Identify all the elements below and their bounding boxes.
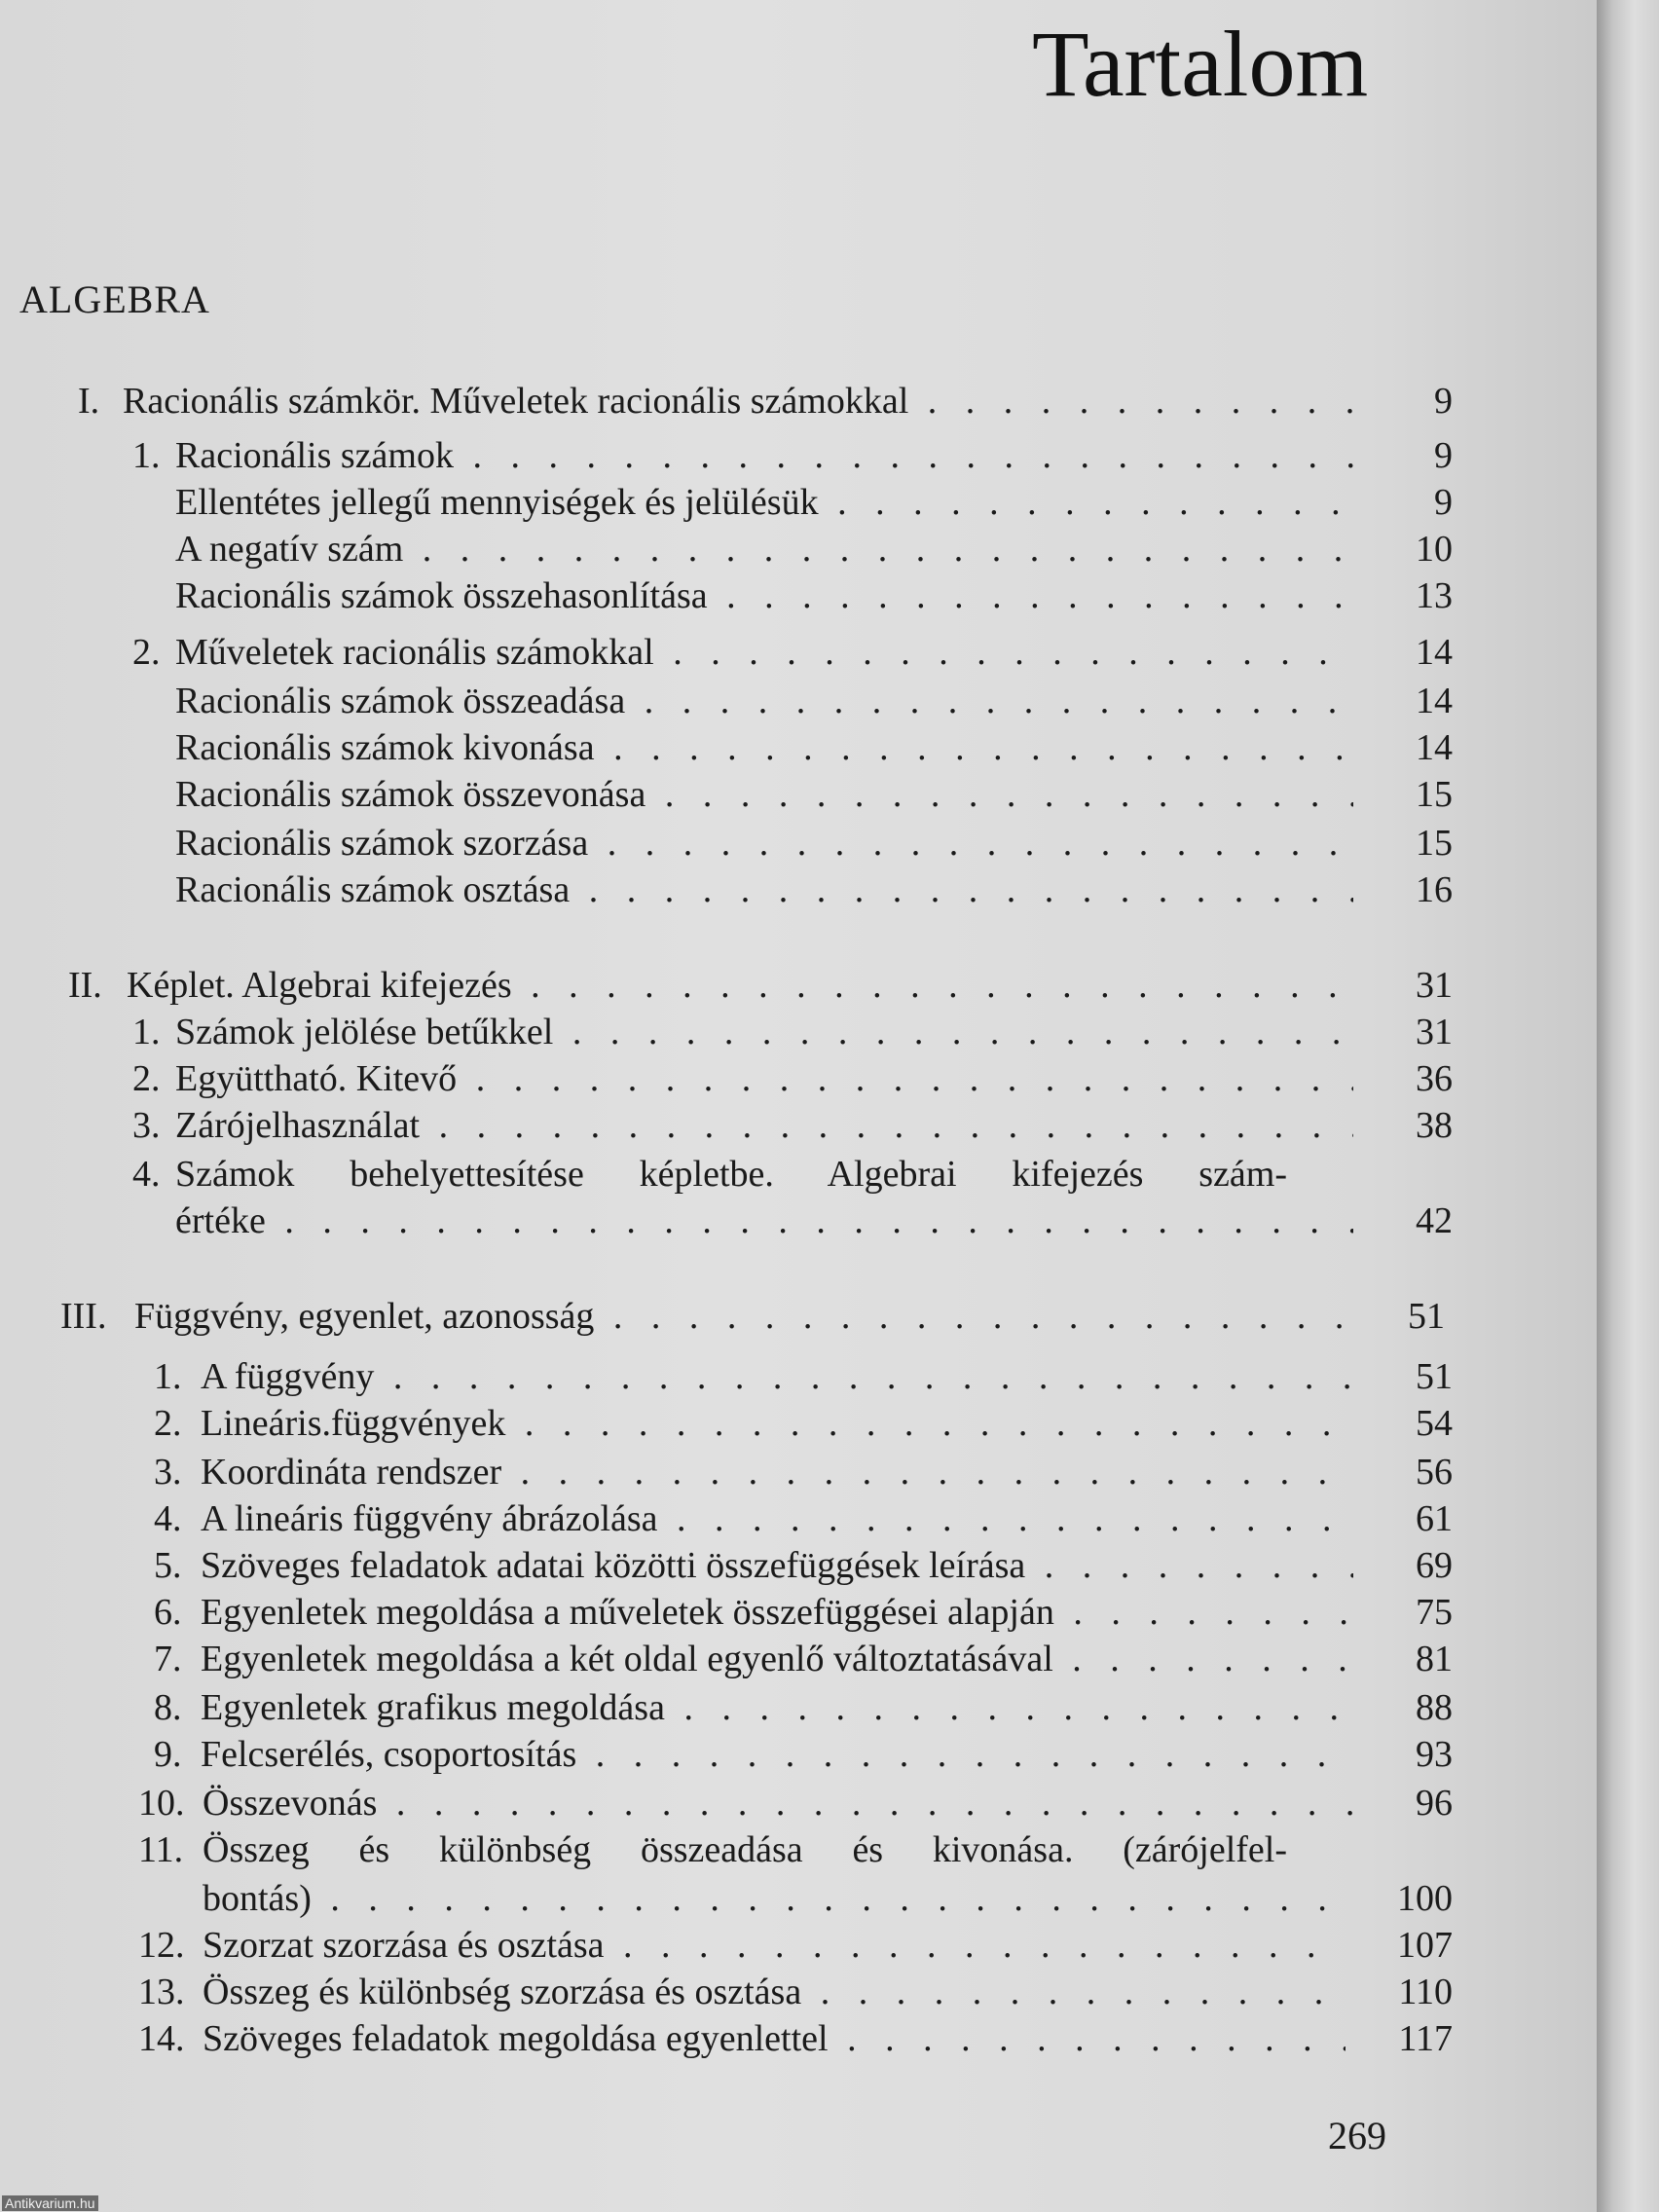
toc-title: Összeg és különbség szorzása és osztása . . .: [203, 1971, 1346, 2013]
page-title: Tartalom: [1032, 12, 1369, 116]
toc-number: 6.: [154, 1592, 182, 1633]
toc-entry: [132, 1104, 1462, 1147]
toc-page: 56: [1416, 1452, 1453, 1493]
toc-title: Összevonás . . .: [203, 1782, 1353, 1825]
toc-number: I.: [78, 381, 100, 422]
toc-page: 100: [1397, 1878, 1453, 1919]
toc-page: 107: [1397, 1925, 1453, 1966]
toc-chapter: [78, 380, 1462, 423]
toc-entry: [154, 1497, 1462, 1540]
toc-page: 61: [1416, 1498, 1453, 1539]
toc-entry: [132, 1153, 1462, 1196]
toc-entry: [138, 1782, 1462, 1825]
toc-entry: [154, 1686, 1462, 1729]
toc-chapter: [60, 1295, 1462, 1338]
toc-page: 31: [1416, 1012, 1453, 1052]
toc-entry: [138, 1971, 1462, 2013]
toc-entry: [132, 631, 1462, 674]
toc-number: III.: [60, 1296, 107, 1337]
toc-page: 13: [1416, 575, 1453, 616]
toc-entry: [175, 574, 1462, 617]
toc-entry-continuation: [175, 1199, 1462, 1242]
toc-page: 15: [1416, 774, 1453, 815]
toc-entry: [154, 1402, 1462, 1445]
toc-entry: [138, 1924, 1462, 1967]
toc-entry: [154, 1638, 1462, 1680]
toc-page: 88: [1416, 1687, 1453, 1728]
toc-title: Egyenletek megoldása a két oldal egyenlő változtatásával . . .: [201, 1638, 1353, 1680]
toc-entry: [154, 1733, 1462, 1776]
toc-number: 2.: [154, 1403, 182, 1444]
toc-title: Szöveges feladatok adatai közötti összefüggések leírása . . .: [201, 1544, 1353, 1587]
toc-title: Felcserélés, csoportosítás . . .: [201, 1733, 1353, 1776]
toc-number: 2.: [132, 632, 161, 673]
toc-title: Képlet. Algebrai kifejezés . . .: [127, 964, 1353, 1007]
toc-title: Racionális számok összehasonlítása . . .: [175, 574, 1353, 617]
toc-number: 12.: [138, 1925, 185, 1966]
toc-page: 81: [1416, 1639, 1453, 1679]
toc-title: Műveletek racionális számokkal . . .: [175, 631, 1353, 674]
toc-entry: [132, 1057, 1462, 1100]
toc-number: 14.: [138, 2018, 185, 2059]
toc-entry: [154, 1451, 1462, 1493]
toc-number: 10.: [138, 1783, 185, 1824]
toc-number: 11.: [138, 1829, 184, 1870]
toc-page: 9: [1434, 381, 1453, 422]
toc-page: 36: [1416, 1058, 1453, 1099]
toc-entry: [175, 773, 1462, 816]
watermark-label: Antikvarium.hu: [2, 2195, 98, 2211]
toc-title: Ellentétes jellegű mennyiségek és jelülésük . . .: [175, 481, 1353, 524]
toc-entry: [175, 868, 1462, 911]
toc-entry: [132, 1011, 1462, 1053]
toc-title: Racionális számok összevonása . . .: [175, 773, 1353, 816]
toc-title: A függvény . . .: [201, 1355, 1353, 1398]
toc-title: Számok behelyettesítése képletbe. Algebrai kifejezés szám-: [175, 1154, 1287, 1195]
toc-page: 110: [1398, 1972, 1453, 2012]
toc-number: 3.: [132, 1105, 161, 1146]
toc-entry: [138, 2017, 1462, 2060]
toc-page: 16: [1416, 869, 1453, 910]
toc-number: 8.: [154, 1687, 182, 1728]
toc-entry: [175, 726, 1462, 769]
toc-entry: [175, 481, 1462, 524]
toc-entry: [154, 1544, 1462, 1587]
toc-page: 9: [1434, 482, 1453, 523]
toc-entry: [132, 434, 1462, 477]
toc-title: bontás) . . .: [203, 1877, 1346, 1920]
toc-title: A negatív szám . . .: [175, 528, 1353, 571]
toc-entry: [154, 1355, 1462, 1398]
toc-title: Racionális számkör. Műveletek racionális számokkal . . .: [123, 380, 1353, 423]
toc-title: Racionális számok szorzása . . .: [175, 822, 1353, 865]
toc-entry: [175, 680, 1462, 722]
toc-number: 3.: [154, 1452, 182, 1493]
toc-page: 9: [1434, 435, 1453, 476]
toc-page: 42: [1416, 1200, 1453, 1241]
toc-title: Racionális számok összeadása . . .: [175, 680, 1353, 722]
toc-number: 7.: [154, 1639, 182, 1679]
toc-page: 51: [1408, 1296, 1445, 1337]
toc-page: 14: [1416, 727, 1453, 768]
page-gutter: [1597, 0, 1659, 2212]
toc-entry: [175, 528, 1462, 571]
toc-page: 69: [1416, 1545, 1453, 1586]
section-heading: ALGEBRA: [19, 277, 210, 321]
toc-title: Racionális számok . . .: [175, 434, 1353, 477]
toc-title: Koordináta rendszer . . .: [201, 1451, 1353, 1493]
toc-title: Egyenletek grafikus megoldása . . .: [201, 1686, 1353, 1729]
toc-page: 14: [1416, 681, 1453, 721]
toc-title: Összeg és különbség összeadása és kivonása. (zárójelfel-: [203, 1829, 1287, 1870]
toc-title: Racionális számok kivonása . . .: [175, 726, 1353, 769]
toc-number: 13.: [138, 1972, 185, 2012]
toc-entry: [138, 1828, 1462, 1871]
toc-page: 96: [1416, 1783, 1453, 1824]
toc-entry: [154, 1591, 1462, 1634]
toc-title: Szorzat szorzása és osztása . . .: [203, 1924, 1346, 1967]
toc-title: Számok jelölése betűkkel . . .: [175, 1011, 1353, 1053]
toc-title: értéke . . .: [175, 1199, 1353, 1242]
toc-number: II.: [68, 965, 102, 1006]
toc-number: 4.: [154, 1498, 182, 1539]
toc-title: Együttható. Kitevő . . .: [175, 1057, 1353, 1100]
toc-number: 1.: [132, 435, 161, 476]
toc-title: Függvény, egyenlet, azonosság . . .: [134, 1295, 1353, 1338]
toc-title: A lineáris függvény ábrázolása . . .: [201, 1497, 1353, 1540]
toc-title: Racionális számok osztása . . .: [175, 868, 1353, 911]
toc-page: 31: [1416, 965, 1453, 1006]
toc-number: 4.: [132, 1154, 161, 1195]
toc-number: 5.: [154, 1545, 182, 1586]
toc-page: 117: [1398, 2018, 1453, 2059]
toc-page: 10: [1416, 529, 1453, 570]
toc-entry: [175, 822, 1462, 865]
toc-entry-continuation: [203, 1877, 1462, 1920]
toc-page: 75: [1416, 1592, 1453, 1633]
page-number: 269: [1328, 2114, 1386, 2157]
toc-title: Lineáris.függvények . . .: [201, 1402, 1353, 1445]
toc-title: Szöveges feladatok megoldása egyenlettel . . .: [203, 2017, 1346, 2060]
toc-title: Zárójelhasználat . . .: [175, 1104, 1353, 1147]
toc-page: 38: [1416, 1105, 1453, 1146]
toc-page: 93: [1416, 1734, 1453, 1775]
toc-page: 14: [1416, 632, 1453, 673]
toc-page: 15: [1416, 823, 1453, 864]
toc-number: 2.: [132, 1058, 161, 1099]
toc-page: 51: [1416, 1356, 1453, 1397]
toc-number: 9.: [154, 1734, 182, 1775]
toc-chapter: [68, 964, 1462, 1007]
toc-number: 1.: [132, 1012, 161, 1052]
toc-number: 1.: [154, 1356, 182, 1397]
toc-title: Egyenletek megoldása a műveletek összefüggései alapján . . .: [201, 1591, 1353, 1634]
toc-page: 54: [1416, 1403, 1453, 1444]
